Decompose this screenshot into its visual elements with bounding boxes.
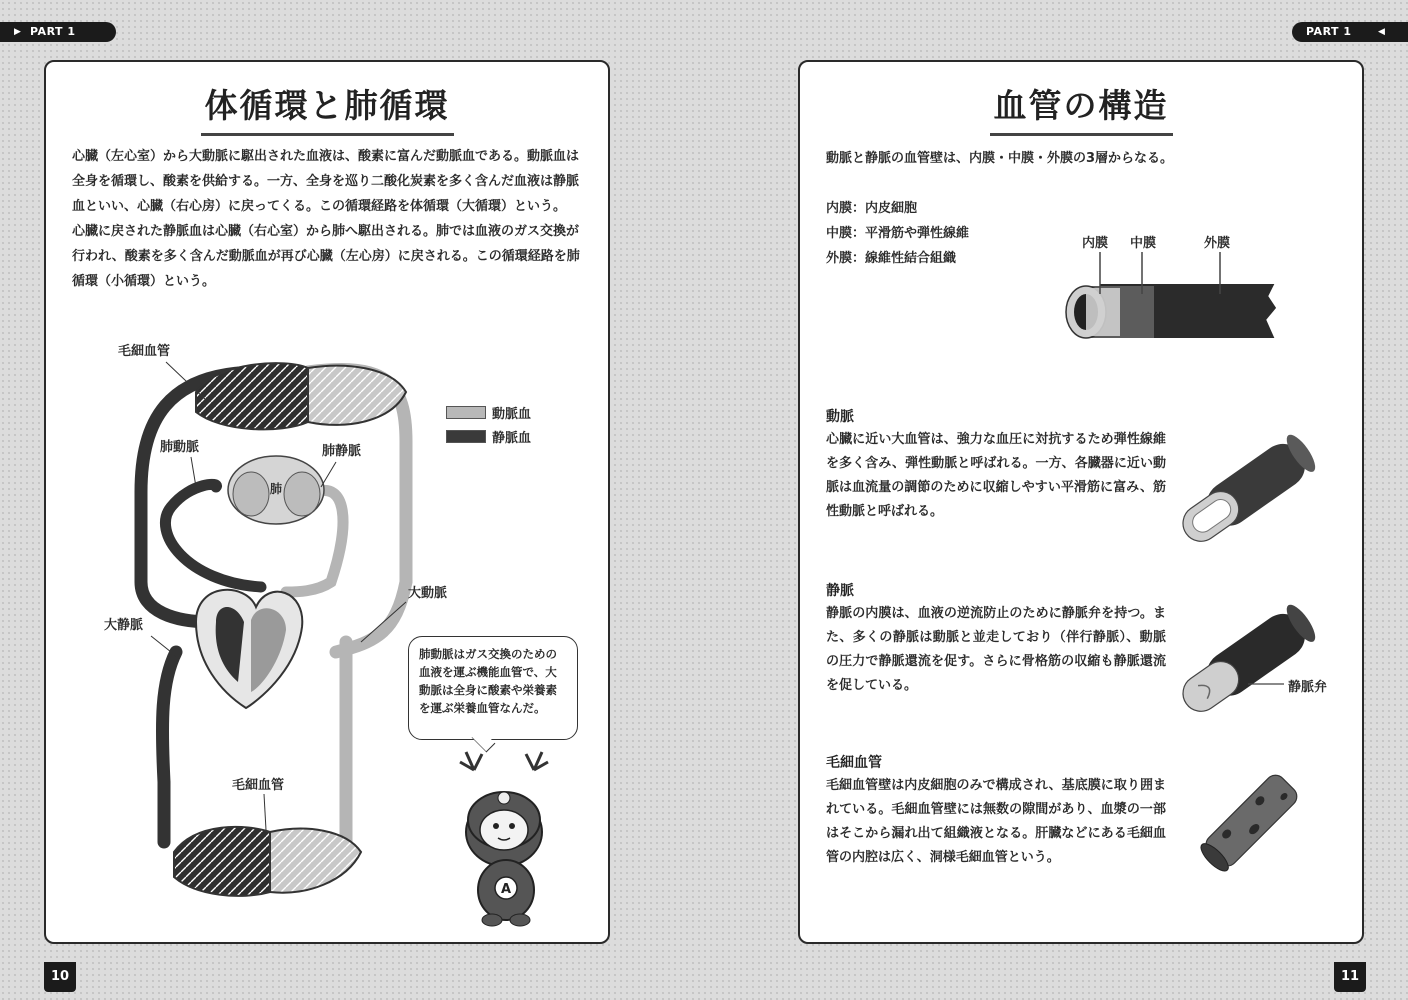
mascot-character [460, 752, 548, 926]
section-text: 静脈の内膜は、血液の逆流防止のために静脈弁を持つ。また、多くの静脈は動脈と並走しており（伴行静脈）、動脈の圧力で静脈還流を促す。さらに骨格筋の収縮も静脈還流を促している。 [826, 606, 1166, 693]
section-heading: 動脈 [826, 409, 854, 425]
intro-paragraph: 心臓（左心室）から大動脈に駆出された血液は、酸素に富んだ動脈血である。動脈血は全身を循環し、酸素を供給する。一方、全身を巡り二酸化炭素を多く含んだ血液は静脈血といい、心臓（右心房）に戻ってくる。この循環経路を体循環（大循環）という。 [72, 149, 580, 214]
label-pulmonary-vein: 肺静脈 [322, 444, 362, 459]
legend-swatch [446, 406, 486, 419]
speech-bubble: 肺動脈はガス交換のための血液を運ぶ機能血管で、大動脈は全身に酸素や栄養素を運ぶ栄養血管なんだ。 [408, 636, 578, 740]
list-item: 外膜：線維性結合組織 [826, 251, 957, 266]
svg-text:A: A [500, 882, 512, 897]
label-intima: 内膜 [1082, 236, 1109, 251]
part-tab-left-label: PART 1 [30, 25, 76, 38]
circulation-diagram [46, 62, 612, 946]
section-heading: 静脈 [826, 583, 854, 599]
label-vena-cava: 大静脈 [104, 618, 144, 633]
section-artery [826, 406, 1166, 524]
left-page-panel [44, 60, 610, 944]
label-lung: 肺 [270, 482, 283, 496]
page-number-right: 11 [1334, 962, 1366, 992]
label-media: 中膜 [1130, 236, 1157, 251]
label-venous-valve: 静脈弁 [1288, 680, 1328, 695]
part-tab-right-label: PART 1 [1306, 25, 1352, 38]
triangle-left-icon: ◀ [1378, 27, 1386, 37]
section-vein [826, 580, 1166, 698]
right-page-title: 血管の構造 [800, 80, 1362, 136]
triangle-right-icon: ▶ [14, 27, 22, 37]
left-page-title: 体循環と肺循環 [46, 80, 608, 136]
section-text: 毛細血管壁は内皮細胞のみで構成され、基底膜に取り囲まれている。毛細血管壁には無数の隙間があり、血漿の一部はそこから漏れ出て組織液となる。肝臓などにある毛細血管の内腔は広く、洞様毛細血管という。 [826, 778, 1166, 865]
part-tab-right [1292, 22, 1408, 42]
label-capillary-top: 毛細血管 [118, 344, 171, 359]
section-capillary [826, 752, 1166, 870]
label-adventitia: 外膜 [1204, 236, 1231, 251]
right-page-panel [798, 60, 1364, 944]
list-item: 中膜：平滑筋や弾性線維 [826, 226, 970, 241]
section-text: 心臓に近い大血管は、強力な血圧に対抗するため弾性線維を多く含み、弾性動脈と呼ばれる。一方、各臓器に近い動脈は血流量の調節のために収縮しやすい平滑筋に富み、筋性動脈と呼ばれる。 [826, 432, 1166, 519]
legend-swatch [446, 430, 486, 443]
blood-legend [446, 400, 531, 448]
legend-item-arterial: 動脈血 [446, 400, 531, 424]
right-intro-text: 動脈と静脈の血管壁は、内膜・中膜・外膜の3層からなる。 [826, 151, 1174, 166]
intro-paragraph: 心臓に戻された静脈血は心臓（右心室）から肺へ駆出される。肺では血液のガス交換が行われ、酸素を多く含んだ動脈血が再び心臓（左心房）に戻される。この循環経路を肺循環（小循環）という。 [72, 224, 580, 289]
part-tab-left [0, 22, 116, 42]
list-item: 内膜：内皮細胞 [826, 201, 918, 216]
label-pulmonary-artery: 肺動脈 [160, 440, 200, 455]
page-number-left: 10 [44, 962, 76, 992]
label-aorta: 大動脈 [408, 586, 448, 601]
legend-item-venous: 静脈血 [446, 424, 531, 448]
label-capillary-bottom: 毛細血管 [232, 778, 285, 793]
section-heading: 毛細血管 [826, 755, 882, 771]
